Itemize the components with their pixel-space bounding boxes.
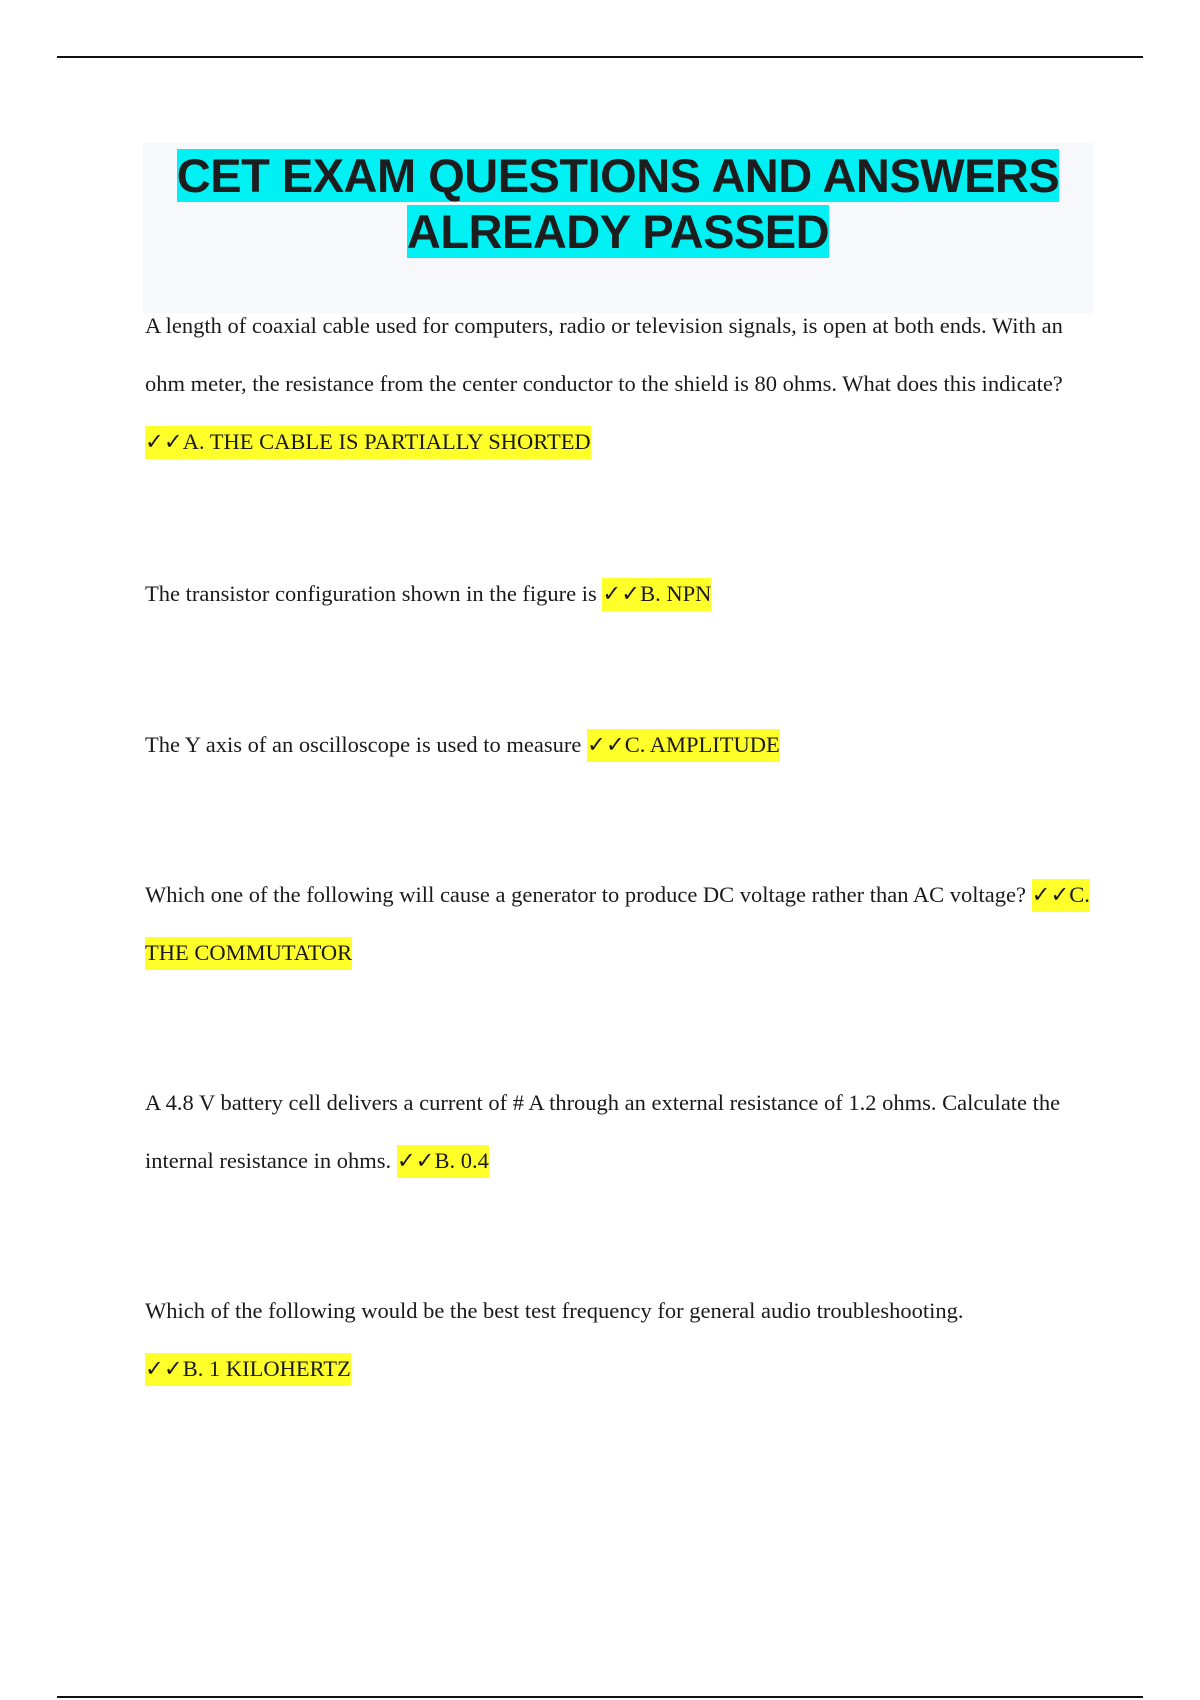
question-text: A 4.8 V battery cell delivers a current of # A through an external resistance of 1.2 ohms. Calculate the internal resistance in ohms.	[145, 1090, 1061, 1173]
qa-item-2	[145, 565, 1095, 623]
qa-item-5	[145, 1074, 1095, 1190]
top-rule	[57, 56, 1143, 58]
answer-highlight: ✓✓B. 0.4	[397, 1145, 489, 1178]
qa-item-4	[145, 866, 1095, 982]
qa-item-1	[145, 297, 1095, 471]
answer-highlight: ✓✓C. AMPLITUDE	[587, 729, 780, 762]
answer-highlight: ✓✓B. 1 KILOHERTZ	[145, 1353, 351, 1386]
question-text: Which one of the following will cause a generator to produce DC voltage rather than AC voltage?	[145, 882, 1026, 907]
question-text: A length of coaxial cable used for computers, radio or television signals, is open at both ends. With an ohm meter, the resistance from the center conductor to the shield is 80 ohms. What does this indicate?	[145, 313, 1063, 396]
title-block	[143, 143, 1093, 313]
answer-highlight: ✓✓C. THE COMMUTATOR	[145, 879, 1090, 970]
answer-highlight: ✓✓A. THE CABLE IS PARTIALLY SHORTED	[145, 426, 591, 459]
bottom-rule	[57, 1696, 1143, 1698]
question-text: Which of the following would be the best test frequency for general audio troubleshooting.	[145, 1298, 964, 1323]
question-text: The Y axis of an oscilloscope is used to measure	[145, 732, 582, 757]
document-title-line-1: CET EXAM QUESTIONS AND ANSWERS	[176, 149, 1060, 202]
qa-item-3	[145, 716, 1095, 774]
answer-highlight: ✓✓B. NPN	[602, 578, 711, 611]
qa-item-6	[145, 1282, 1095, 1398]
document-title-line-2: ALREADY PASSED	[406, 205, 830, 258]
question-text: The transistor configuration shown in the figure is	[145, 581, 597, 606]
